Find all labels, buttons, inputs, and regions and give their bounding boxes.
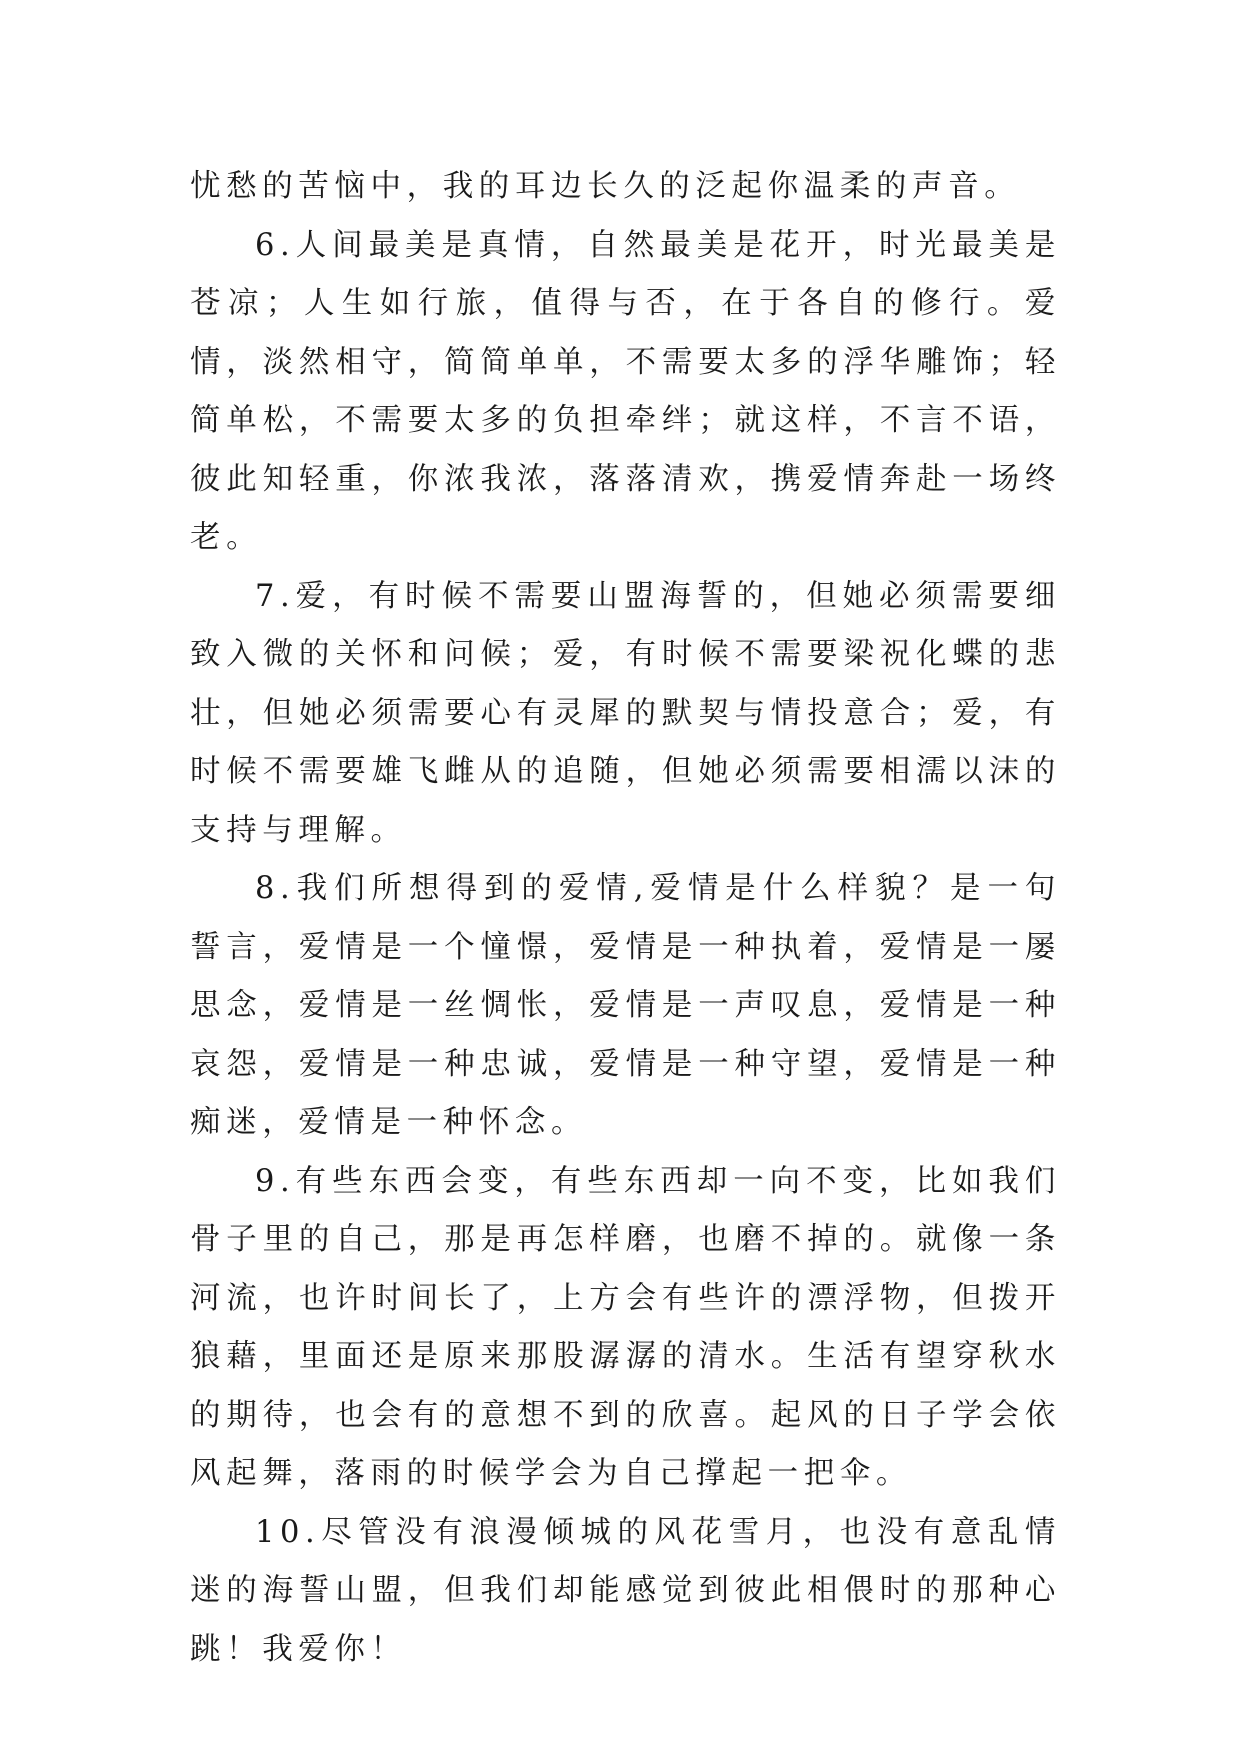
paragraph-continuation: 忧愁的苦恼中，我的耳边长久的泛起你温柔的声音。 [190,169,1021,204]
paragraph-10: 10.尽管没有浪漫倾城的风花雪月，也没有意乱情迷的海誓山盟，但我们却能感觉到彼此相偎时的那种心跳！我爱你！ [190,1514,1061,1667]
document-body [190,158,1061,1679]
paragraph-8: 8.我们所想得到的爱情,爱情是什么样貌？是一句誓言，爱情是一个憧憬，爱情是一种执着，爱情是一屡思念，爱情是一丝惆怅，爱情是一声叹息，爱情是一种哀怨，爱情是一种忠诚，爱情是一种守望，爱情是一种痴迷，爱情是一种怀念。 [190,871,1061,1140]
paragraph-9: 9.有些东西会变，有些东西却一向不变，比如我们骨子里的自己，那是再怎样磨，也磨不掉的。就像一条河流，也许时间长了，上方会有些许的漂浮物，但拨开狼藉，里面还是原来那股潺潺的清水。生活有望穿秋水的期待，也会有的意想不到的欣喜。起风的日子学会依风起舞，落雨的时候学会为自己撑起一把伞。 [190,1163,1061,1491]
paragraph-6: 6.人间最美是真情，自然最美是花开，时光最美是苍凉；人生如行旅，值得与否，在于各自的修行。爱情，淡然相守，简简单单，不需要太多的浮华雕饰；轻简单松，不需要太多的负担牵绊；就这样，不言不语，彼此知轻重，你浓我浓，落落清欢，携爱情奔赴一场终老。 [190,227,1061,555]
paragraph-7: 7.爱，有时候不需要山盟海誓的，但她必须需要细致入微的关怀和问候；爱，有时候不需要梁祝化蝶的悲壮，但她必须需要心有灵犀的默契与情投意合；爱，有时候不需要雄飞雌从的追随，但她必须需要相濡以沫的支持与理解。 [190,578,1061,848]
